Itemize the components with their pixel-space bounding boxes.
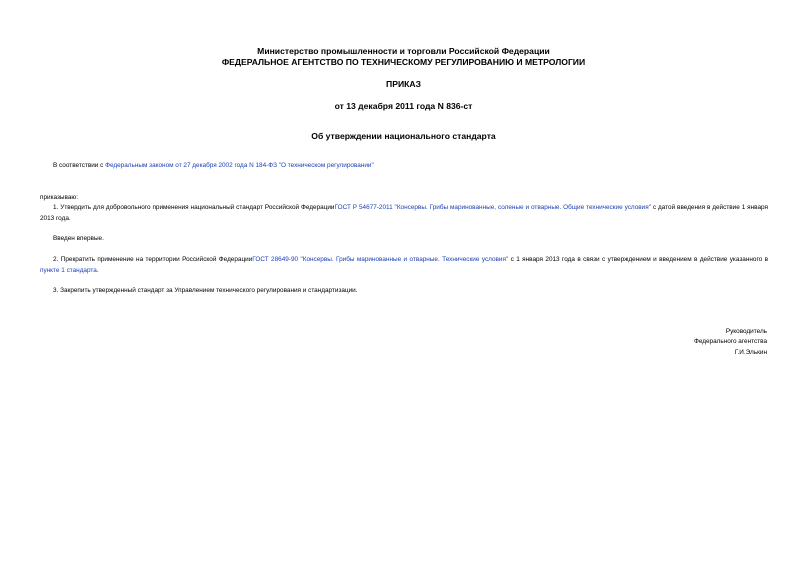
- item-1-suffix: с датой введения в действие 1 января 2013 года.: [40, 204, 768, 222]
- introduced-first: Введен впервые.: [53, 235, 104, 242]
- gost-28649-link[interactable]: ГОСТ 28649-90 "Консервы. Грибы маринованные и отварные. Технические условия": [252, 256, 509, 263]
- item-2-prefix: 2. Прекратить применение на территории Российской Федерации: [53, 256, 253, 263]
- gost-r-54677-link[interactable]: ГОСТ Р 54677-2011 "Консервы. Грибы маринованные, соленые и отварные. Общие технические условия": [334, 204, 651, 211]
- preamble-prefix: В соответствии с: [53, 162, 106, 169]
- document-date-number: от 13 декабря 2011 года N 836-ст: [334, 101, 473, 111]
- document-type: ПРИКАЗ: [386, 79, 421, 89]
- item-2-suffix: .: [96, 266, 99, 274]
- order-word: приказываю:: [40, 194, 78, 201]
- signature-name: Г.И.Элькин: [734, 349, 767, 356]
- preamble: [53, 161, 374, 171]
- document-subject: Об утверждении национального стандарта: [311, 131, 496, 141]
- signature-agency: Федерального агентства: [693, 338, 767, 345]
- item-1-prefix: 1. Утвердить для добровольного применения национальный стандарт Российской Федерации: [53, 204, 335, 211]
- item-1-standard-link[interactable]: пункте 1 стандарта: [40, 266, 97, 274]
- item-1: [40, 203, 768, 224]
- federal-law-link[interactable]: Федеральным законом от 27 декабря 2002 года N 184-ФЗ "О техническом регулировании": [105, 162, 374, 169]
- item-2-middle: с 1 января 2013 года в связи с утверждением и введением в действие указанного в: [508, 256, 768, 263]
- agency-title: ФЕДЕРАЛЬНОЕ АГЕНТСТВО ПО ТЕХНИЧЕСКОМУ РЕГУЛИРОВАНИЮ И МЕТРОЛОГИИ: [221, 57, 586, 67]
- item-2: [40, 255, 768, 276]
- ministry-title: Министерство промышленности и торговли Российской Федерации: [257, 46, 550, 56]
- item-3: 3. Закрепить утвержденный стандарт за Управлением технического регулирования и стандартизации.: [53, 287, 358, 294]
- signature-position: Руководитель: [725, 328, 767, 335]
